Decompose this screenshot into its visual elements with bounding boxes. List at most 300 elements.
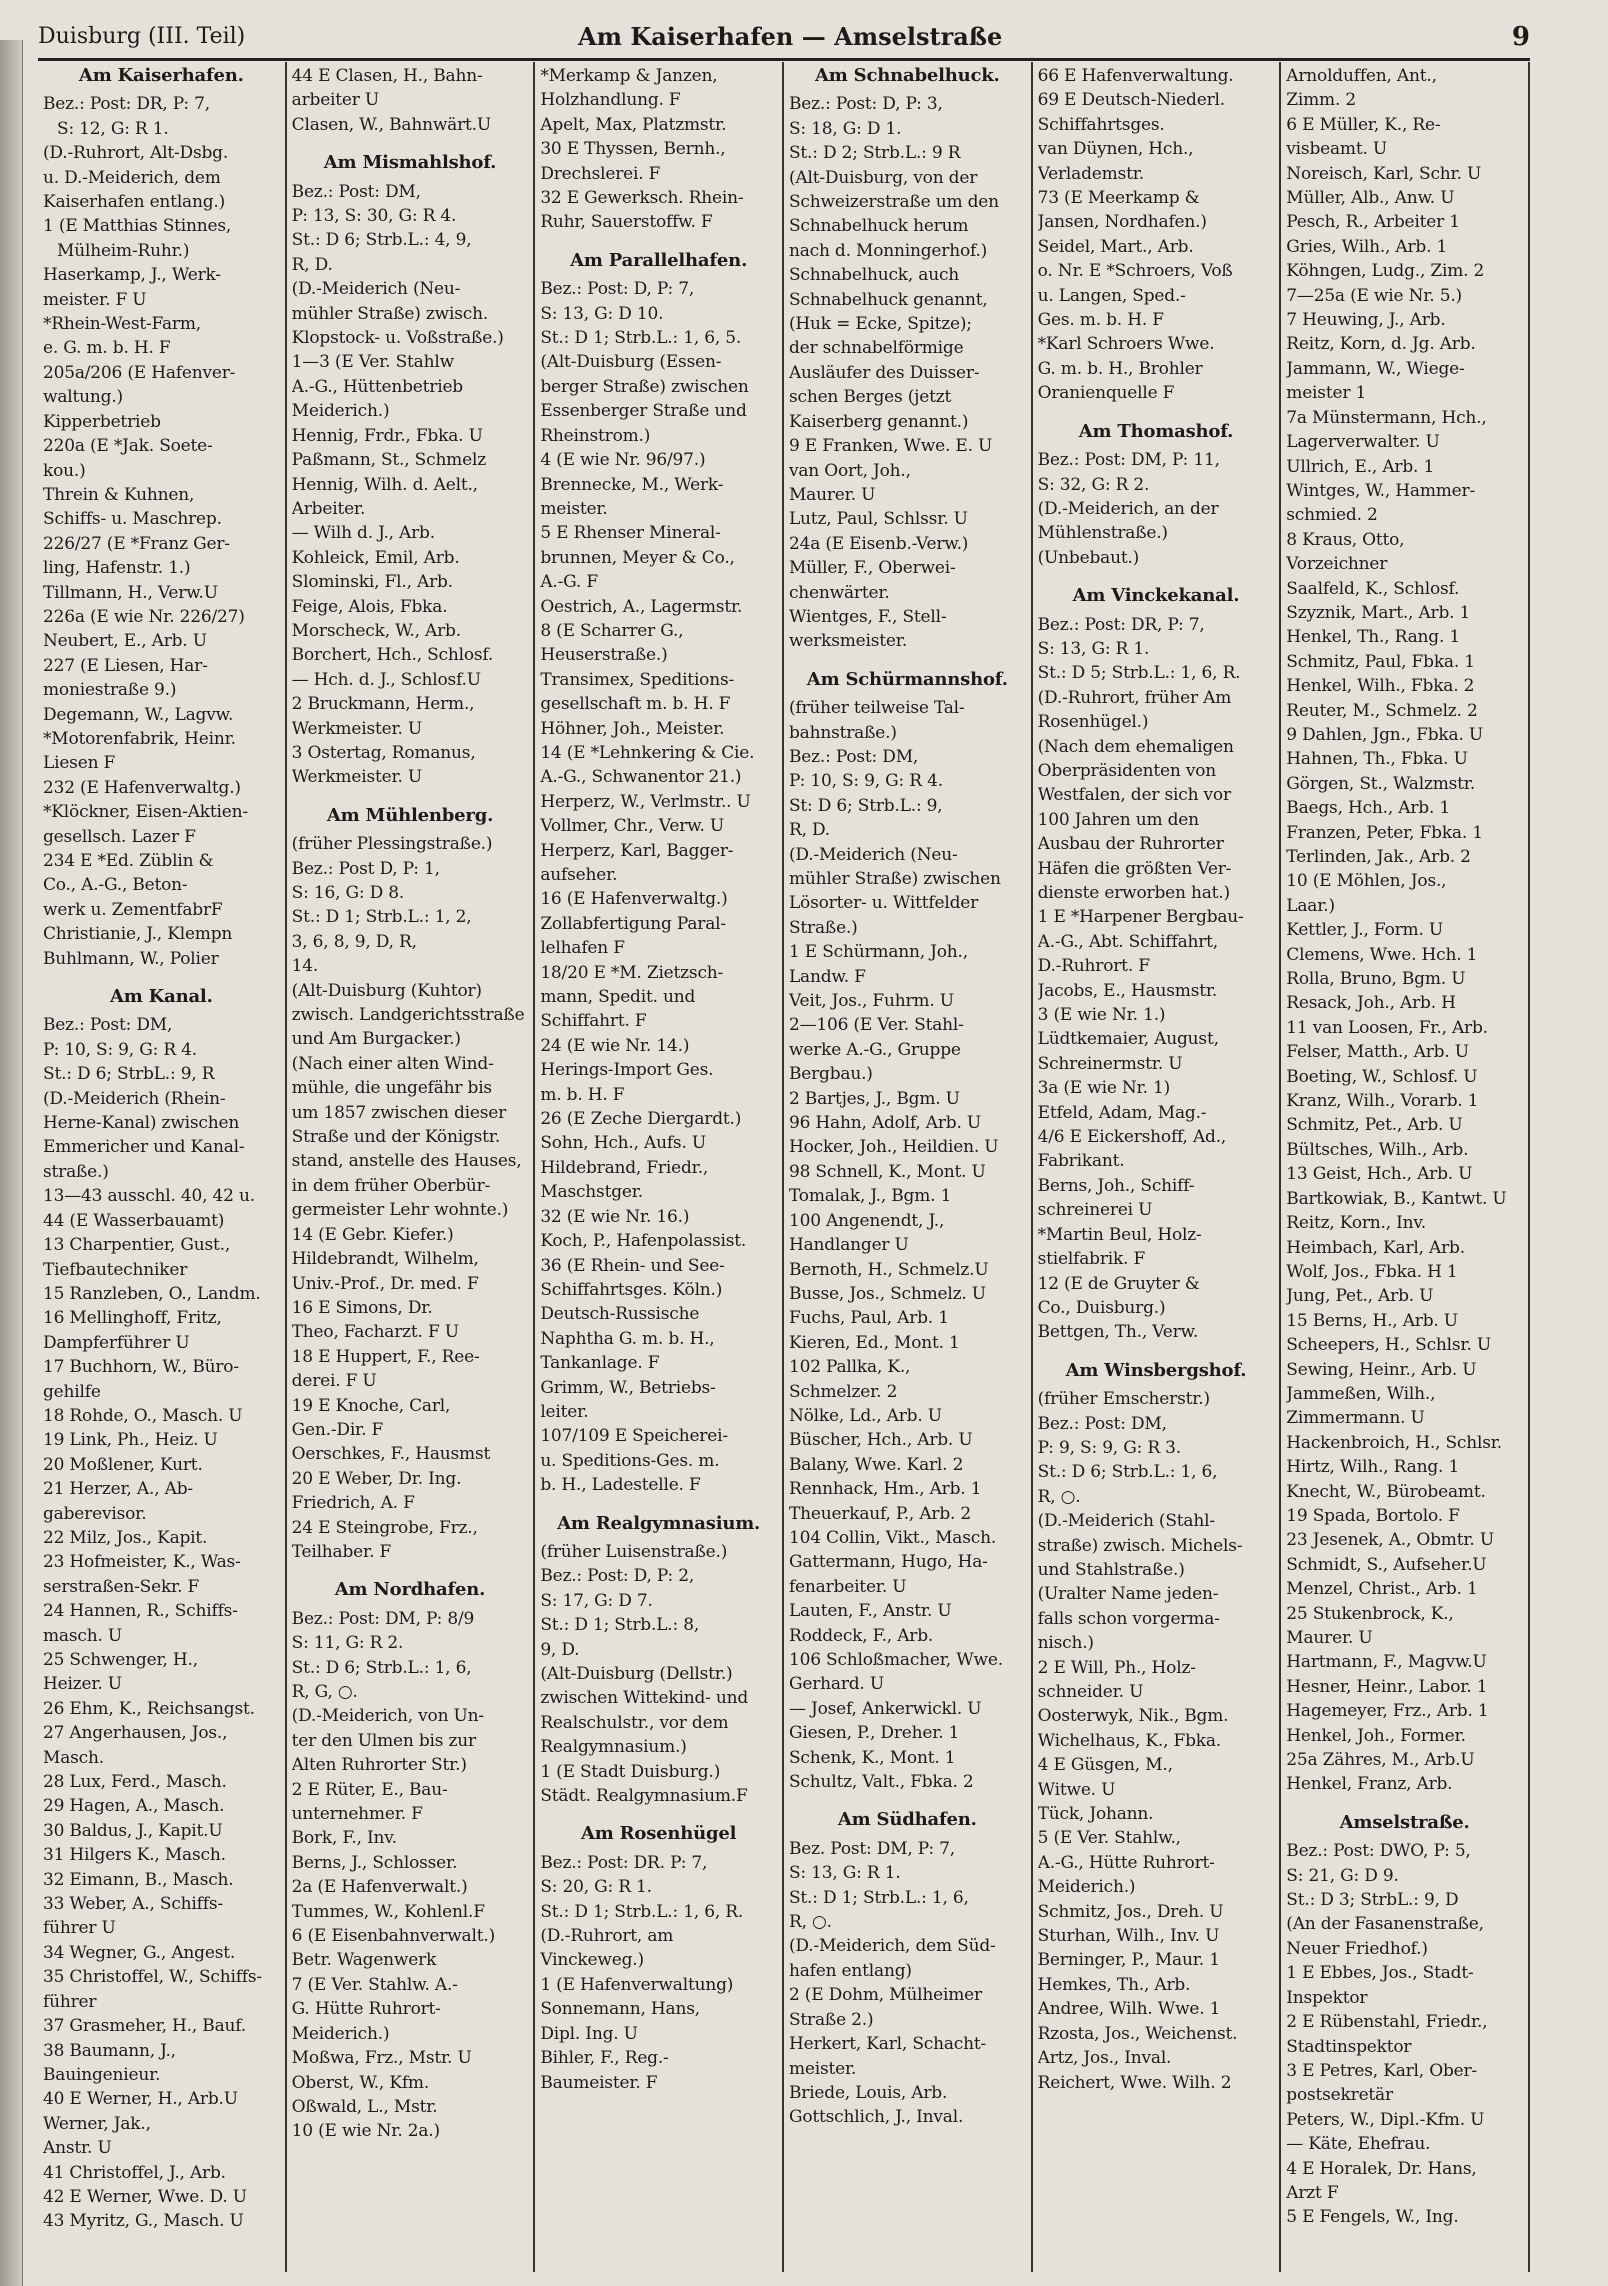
street-heading: Am Südhafen.: [837, 1809, 977, 1831]
directory-entry: Schmitz, Paul, Fbka. 1: [1286, 651, 1475, 672]
directory-entry: Balany, Wwe. Karl. 2: [788, 1454, 964, 1475]
directory-entry: Baumeister. F: [540, 2072, 658, 2093]
directory-entry: A.-G., Hüttenbetrieb: [291, 376, 463, 397]
directory-entry: und Stahlstraße.): [1037, 1559, 1185, 1580]
directory-entry: Masch.: [43, 1747, 104, 1768]
directory-entry: 29 Hagen, A., Masch.: [43, 1796, 225, 1817]
directory-entry: nach d. Monningerhof.): [788, 240, 988, 261]
directory-entry: 33 Weber, A., Schiffs-: [43, 1894, 223, 1915]
directory-entry: 30 Baldus, J., Kapit.U: [43, 1820, 223, 1841]
directory-entry: 1 E *Harpener Bergbau-: [1037, 907, 1244, 928]
directory-entry: Hennig, Frdr., Fbka. U: [291, 425, 483, 446]
directory-entry: Alten Ruhrorter Str.): [291, 1755, 467, 1776]
directory-entry: Kranz, Wilh., Vorarb. 1: [1286, 1091, 1479, 1112]
directory-entry: berger Straße) zwischen: [540, 376, 749, 397]
directory-entry: Jansen, Nordhafen.): [1037, 212, 1207, 233]
directory-entry: in dem früher Oberbür-: [291, 1175, 491, 1196]
directory-entry: u. Speditions-Ges. m.: [540, 1450, 720, 1471]
directory-entry: (D.-Ruhrort, früher Am: [1037, 687, 1232, 708]
directory-entry: Felser, Matth., Arb. U: [1286, 1042, 1469, 1063]
directory-entry: Neubert, E., Arb. U: [43, 631, 207, 652]
directory-entry: Brennecke, M., Werk-: [540, 474, 724, 495]
directory-entry: 32 Eimann, B., Masch.: [43, 1869, 234, 1890]
directory-entry: unternehmer. F: [291, 1804, 423, 1825]
directory-entry: Mülheim-Ruhr.): [57, 240, 190, 261]
directory-entry: Transimex, Speditions-: [540, 669, 735, 690]
directory-entry: Tiefbautechniker: [43, 1259, 188, 1280]
directory-entry: 69 E Deutsch-Niederl.: [1037, 90, 1225, 111]
directory-entry: schneider. U: [1037, 1682, 1144, 1702]
directory-entry: Bez.: Post: DR, P: 7,: [43, 94, 210, 115]
directory-entry: der schnabelförmige: [788, 338, 964, 359]
directory-entry: 17 Buchhorn, W., Büro-: [43, 1357, 239, 1378]
directory-entry: S: 16, G: D 8.: [291, 883, 405, 903]
directory-entry: S: 13, G: R 1.: [1037, 638, 1150, 659]
directory-entry: A.-G. F: [540, 572, 598, 593]
directory-entry: Henkel, Franz, Arb.: [1286, 1774, 1453, 1795]
directory-entry: 2 E Rüter, E., Bau-: [291, 1779, 448, 1800]
directory-entry: 2 Bruckmann, Herm.,: [291, 694, 475, 715]
directory-entry: Neuer Friedhof.): [1286, 1938, 1428, 1959]
directory-entry: Schnabelhuck herum: [788, 216, 969, 237]
directory-entry: mühler Straße) zwischen: [788, 869, 1001, 889]
directory-entry: kou.): [43, 460, 86, 481]
directory-entry: Co., Duisburg.): [1037, 1297, 1166, 1318]
directory-entry: u. D.-Meiderich, dem: [43, 167, 221, 188]
directory-entry: Laar.): [1286, 895, 1335, 916]
directory-entry: Reuter, M., Schmelz. 2: [1286, 700, 1478, 721]
directory-entry: Naphtha G. m. b. H.,: [540, 1328, 715, 1349]
directory-entry: dienste erworben hat.): [1037, 883, 1230, 903]
directory-entry: Paßmann, St., Schmelz: [291, 450, 486, 471]
directory-entry: (Nach dem ehemaligen: [1037, 736, 1234, 757]
directory-entry: 6 E Müller, K., Re-: [1286, 114, 1441, 135]
directory-entry: 1 E Ebbes, Jos., Stadt-: [1286, 1963, 1474, 1984]
directory-entry: 73 (E Meerkamp &: [1037, 188, 1200, 209]
directory-entry: Saalfeld, K., Schlosf.: [1286, 578, 1460, 599]
directory-entry: Rennhack, Hm., Arb. 1: [788, 1479, 982, 1500]
directory-entry: waltung.): [43, 387, 123, 408]
adjacent-page-edge: [0, 40, 23, 2286]
directory-entry: moniestraße 9.): [43, 680, 177, 701]
directory-entry: Höhner, Joh., Meister.: [540, 718, 725, 739]
directory-entry: Maurer. U: [788, 484, 876, 505]
directory-entry: Zimm. 2: [1286, 90, 1356, 111]
directory-entry: Realschulstr., vor dem: [540, 1712, 729, 1733]
directory-entry: (D.-Meiderich, an der: [1037, 498, 1219, 519]
directory-entry: 21 Herzer, A., Ab-: [43, 1479, 193, 1500]
directory-entry: 36 (E Rhein- und See-: [540, 1255, 725, 1276]
directory-entry: Sturhan, Wilh., Inv. U: [1037, 1926, 1220, 1947]
directory-entry: Gattermann, Hugo, Ha-: [788, 1552, 988, 1573]
directory-entry: Vorzeichner: [1286, 554, 1388, 575]
directory-entry: Kieren, Ed., Mont. 1: [788, 1332, 960, 1353]
directory-entry: postsekretär: [1286, 2085, 1393, 2106]
directory-entry: Berns, J., Schlosser.: [291, 1852, 458, 1873]
directory-entry: Bez.: Post D, P: 1,: [291, 858, 440, 879]
column-4: [784, 62, 1033, 2272]
directory-entry: Franzen, Peter, Fbka. 1: [1286, 822, 1483, 843]
directory-entry: Friedrich, A. F: [291, 1493, 415, 1514]
directory-entry: meister 1: [1286, 383, 1367, 404]
street-heading: Am Schnabelhuck.: [814, 65, 1000, 86]
directory-entry: Fuchs, Paul, Arb. 1: [788, 1308, 949, 1329]
directory-entry: Tillmann, H., Verw.U: [43, 582, 218, 603]
directory-entry: lelhafen F: [540, 938, 625, 959]
directory-entry: schreinerei U: [1037, 1200, 1153, 1221]
directory-entry: (Unbebaut.): [1037, 547, 1140, 568]
directory-entry: Berns, Joh., Schiff-: [1037, 1175, 1195, 1196]
directory-entry: Kaiserhafen entlang.): [43, 192, 226, 213]
directory-entry: *Karl Schroers Wwe.: [1037, 334, 1215, 355]
directory-entry: P: 10, S: 9, G: R 4.: [788, 771, 943, 792]
directory-entry: 25 Schwenger, H.,: [43, 1650, 198, 1670]
directory-entry: Andree, Wilh. Wwe. 1: [1037, 1999, 1221, 2020]
directory-entry: e. G. m. b. H. F: [43, 338, 171, 359]
directory-entry: Bez.: Post: D, P: 2,: [540, 1566, 695, 1587]
directory-entry: P: 13, S: 30, G: R 4.: [291, 206, 457, 227]
directory-entry: arbeiter U: [291, 90, 380, 111]
directory-entry: 35 Christoffel, W., Schiffs-: [43, 1967, 262, 1988]
directory-entry: 3 (E wie Nr. 1.): [1037, 1005, 1166, 1026]
directory-entry: Arzt F: [1286, 2182, 1339, 2203]
directory-entry: brunnen, Meyer & Co.,: [540, 547, 735, 568]
directory-entry: Werkmeister. U: [291, 767, 423, 788]
directory-entry: Kipperbetrieb: [43, 411, 161, 432]
directory-entry: Schreinermstr. U: [1037, 1053, 1183, 1074]
directory-entry: 3 Ostertag, Romanus,: [291, 742, 476, 763]
directory-entry: derei. F U: [291, 1371, 377, 1392]
directory-entry: schen Berges (jetzt: [788, 387, 952, 408]
directory-entry: Tück, Johann.: [1037, 1804, 1154, 1825]
directory-entry: St.: D 1; Strb.L.: 1, 2,: [291, 907, 472, 928]
directory-entry: 16 E Simons, Dr.: [291, 1297, 433, 1318]
directory-entry: Bettgen, Th., Verw.: [1037, 1322, 1199, 1343]
directory-entry: 14.: [291, 956, 319, 977]
directory-entry: Hahnen, Th., Fbka. U: [1286, 749, 1468, 770]
directory-entry: 3 E Petres, Karl, Ober-: [1286, 2060, 1477, 2081]
directory-entry: S: 13, G: D 10.: [540, 303, 664, 324]
directory-entry: u. Langen, Sped.-: [1037, 285, 1186, 306]
directory-entry: (D.-Ruhrort, Alt-Dsbg.: [43, 143, 229, 164]
directory-entry: Henkel, Joh., Former.: [1286, 1725, 1466, 1746]
directory-entry: Resack, Joh., Arb. H: [1286, 993, 1456, 1014]
directory-entry: werke A.-G., Gruppe: [788, 1039, 961, 1060]
directory-entry: Artz, Jos., Inval.: [1037, 2048, 1172, 2069]
directory-entry: — Käte, Ehefrau.: [1286, 2134, 1431, 2155]
directory-entry: Müller, F., Oberwei-: [788, 558, 956, 579]
directory-entry: St.: D 6; Strb.L.: 1, 6,: [1037, 1462, 1218, 1483]
directory-entry: 6 (E Eisenbahnverwalt.): [291, 1926, 495, 1947]
directory-entry: R, G, ○.: [291, 1682, 358, 1702]
directory-entry: St.: D 5; Strb.L.: 1, 6, R.: [1037, 663, 1241, 684]
directory-entry: 10 (E wie Nr. 2a.): [291, 2121, 440, 2142]
directory-entry: Ruhr, Sauerstoffw. F: [540, 212, 713, 233]
directory-entry: 18/20 E *M. Zietzsch-: [540, 962, 724, 983]
directory-entry: 96 Hahn, Adolf, Arb. U: [788, 1113, 982, 1134]
directory-entry: 16 Mellinghoff, Fritz,: [43, 1308, 222, 1329]
directory-entry: Sonnemann, Hans,: [540, 1999, 700, 2020]
directory-entry: St.: D 1; Strb.L.: 1, 6, 5.: [540, 328, 742, 349]
directory-entry: S: 11, G: R 2.: [291, 1633, 404, 1654]
directory-entry: Ges. m. b. H. F: [1037, 310, 1164, 331]
directory-entry: 37 Grasmeher, H., Bauf.: [43, 2016, 246, 2037]
directory-entry: 19 Spada, Bortolo. F: [1286, 1505, 1460, 1526]
directory-entry: Bez.: Post: D, P: 3,: [788, 94, 943, 115]
directory-entry: Hirtz, Wilh., Rang. 1: [1286, 1457, 1460, 1478]
column-1: [38, 62, 287, 2272]
directory-entry: stielfabrik. F: [1037, 1249, 1146, 1270]
directory-entry: Herkert, Karl, Schacht-: [788, 2034, 987, 2055]
directory-entry: Kohleick, Emil, Arb.: [291, 547, 460, 568]
directory-entry: *Martin Beul, Holz-: [1037, 1224, 1202, 1245]
directory-entry: werksmeister.: [788, 631, 908, 652]
directory-entry: meister.: [540, 498, 608, 519]
directory-entry: (Alt-Duisburg (Dellstr.): [540, 1664, 733, 1684]
directory-entry: Schultz, Valt., Fbka. 2: [788, 1772, 974, 1793]
directory-entry: St.: D 1; Strb.L.: 8,: [540, 1615, 700, 1636]
directory-entry: Jacobs, E., Hausmstr.: [1037, 980, 1218, 1001]
directory-columns: [38, 62, 1530, 2272]
directory-entry: 5 E Rhenser Mineral-: [540, 523, 721, 544]
directory-entry: mann, Spedit. und: [540, 987, 696, 1008]
directory-entry: 227 (E Liesen, Har-: [43, 655, 208, 676]
directory-entry: Lösorter- u. Wittfelder: [788, 893, 979, 914]
header-left: Duisburg (III. Teil): [38, 24, 246, 49]
directory-entry: Jammann, W., Wiege-: [1286, 358, 1465, 379]
column-5: [1033, 62, 1282, 2272]
directory-entry: — Hch. d. J., Schlosf.U: [291, 669, 481, 690]
directory-entry: (D.-Meiderich (Stahl-: [1037, 1511, 1215, 1532]
directory-entry: 226a (E wie Nr. 226/27): [43, 606, 245, 627]
directory-entry: Nölke, Ld., Arb. U: [788, 1405, 942, 1426]
directory-entry: Klopstock- u. Voßstraße.): [291, 328, 504, 349]
directory-entry: 98 Schnell, K., Mont. U: [788, 1161, 986, 1182]
directory-entry: gesellschaft m. b. H. F: [540, 694, 731, 715]
directory-entry: zwischen Wittekind- und: [540, 1688, 749, 1709]
directory-entry: 12 (E de Gruyter &: [1037, 1273, 1200, 1294]
directory-entry: 100 Angenendt, J.,: [788, 1210, 945, 1231]
directory-entry: Grimm, W., Betriebs-: [540, 1377, 716, 1398]
directory-entry: (früher teilweise Tal-: [788, 698, 965, 719]
directory-entry: visbeamt. U: [1286, 139, 1388, 160]
directory-entry: 22 Milz, Jos., Kapit.: [43, 1527, 208, 1548]
directory-entry: Tomalak, J., Bgm. 1: [788, 1186, 952, 1207]
directory-entry: mühle, die ungefähr bis: [291, 1078, 492, 1099]
directory-entry: *Klöckner, Eisen-Aktien-: [43, 802, 248, 823]
street-heading: Am Kaiserhafen.: [78, 65, 244, 86]
directory-entry: Busse, Jos., Schmelz. U: [788, 1283, 986, 1304]
directory-entry: Häfen die größten Ver-: [1037, 858, 1232, 879]
directory-entry: meister. F U: [43, 289, 147, 310]
directory-entry: Holzhandlung. F: [540, 90, 681, 111]
directory-entry: 15 Ranzleben, O., Landm.: [43, 1283, 261, 1304]
directory-entry: Hartmann, F., Magvw.U: [1286, 1652, 1487, 1673]
directory-entry: 32 (E wie Nr. 16.): [540, 1206, 690, 1227]
directory-entry: (früher Emscherstr.): [1037, 1389, 1210, 1410]
directory-entry: S: 21, G: D 9.: [1286, 1865, 1399, 1886]
directory-entry: Scheepers, H., Schlsr. U: [1286, 1335, 1492, 1356]
directory-entry: Theuerkauf, P., Arb. 2: [788, 1503, 972, 1524]
street-heading: Am Nordhafen.: [334, 1579, 486, 1601]
directory-entry: Hildebrandt, Wilhelm,: [291, 1249, 479, 1270]
page-header: [38, 20, 1530, 61]
directory-entry: 1 (E Matthias Stinnes,: [43, 216, 232, 237]
directory-entry: führer: [43, 1991, 97, 2012]
directory-entry: chenwärter.: [788, 582, 890, 603]
directory-entry: Görgen, St., Walzmstr.: [1286, 773, 1476, 794]
directory-entry: Wolf, Jos., Fbka. H 1: [1286, 1261, 1458, 1282]
directory-entry: S: 12, G: R 1.: [57, 118, 169, 139]
directory-entry: straße) zwisch. Michels-: [1037, 1535, 1243, 1556]
directory-entry: Bartkowiak, B., Kantwt. U: [1286, 1188, 1507, 1209]
directory-entry: 4/6 E Eickershoff, Ad.,: [1037, 1127, 1227, 1148]
directory-entry: 13 Charpentier, Gust.,: [43, 1235, 231, 1256]
directory-entry: 11 van Loosen, Fr., Arb.: [1286, 1017, 1488, 1038]
directory-entry: Schnabelhuck, auch: [788, 265, 960, 286]
directory-entry: *Motorenfabrik, Heinr.: [43, 728, 236, 749]
directory-entry: Witwe. U: [1037, 1779, 1116, 1800]
directory-entry: Moßwa, Frz., Mstr. U: [291, 2048, 472, 2069]
directory-entry: gaberevisor.: [43, 1503, 147, 1524]
directory-entry: 20 E Weber, Dr. Ing.: [291, 1468, 462, 1489]
directory-entry: 44 (E Wasserbauamt): [43, 1210, 225, 1231]
directory-entry: St.: D 1; Strb.L.: 1, 6,: [788, 1887, 969, 1908]
directory-entry: Mühlenstraße.): [1037, 523, 1168, 544]
directory-entry: Reitz, Korn., Inv.: [1286, 1213, 1426, 1234]
directory-entry: Bork, F., Inv.: [291, 1828, 397, 1849]
directory-entry: Meiderich.): [291, 401, 390, 422]
directory-entry: (Nach einer alten Wind-: [291, 1053, 494, 1074]
directory-entry: 4 E Güsgen, M.,: [1037, 1755, 1173, 1776]
directory-entry: 41 Christoffel, J., Arb.: [43, 2162, 226, 2183]
directory-entry: aufseher.: [540, 865, 618, 885]
directory-entry: (D.-Meiderich (Rhein-: [43, 1088, 226, 1109]
column-3: [535, 62, 784, 2272]
directory-entry: Vinckeweg.): [540, 1950, 644, 1971]
directory-entry: R, D.: [291, 254, 333, 275]
directory-entry: Kaiserberg genannt.): [788, 411, 969, 432]
directory-entry: Feige, Alois, Fbka.: [291, 596, 448, 617]
directory-entry: 34 Wegner, G., Angest.: [43, 1942, 236, 1963]
directory-entry: nisch.): [1037, 1633, 1094, 1654]
directory-entry: Apelt, Max, Platzmstr.: [540, 114, 727, 135]
directory-entry: bahnstraße.): [788, 722, 897, 743]
directory-entry: St.: D 6; Strb.L.: 1, 6,: [291, 1657, 472, 1678]
directory-entry: 13 Geist, Hch., Arb. U: [1286, 1164, 1473, 1185]
directory-entry: 4 E Horalek, Dr. Hans,: [1286, 2158, 1477, 2179]
directory-entry: Bez.: Post: DM,: [1037, 1413, 1167, 1434]
directory-entry: A.-G., Abt. Schiffahrt,: [1037, 931, 1219, 952]
directory-entry: Straße und der Königstr.: [291, 1127, 501, 1148]
directory-entry: Peters, W., Dipl.-Kfm. U: [1286, 2109, 1485, 2130]
directory-entry: gehilfe: [43, 1381, 101, 1402]
directory-entry: Knecht, W., Bürobeamt.: [1286, 1481, 1486, 1502]
directory-entry: 2 (E Dohm, Mülheimer: [788, 1985, 982, 2006]
directory-entry: Bültsches, Wilh., Arb.: [1286, 1139, 1469, 1160]
directory-entry: Drechslerei. F: [540, 163, 661, 184]
directory-entry: S: 17, G: D 7.: [540, 1590, 653, 1611]
directory-entry: 5 E Fengels, W., Ing.: [1286, 2207, 1459, 2228]
directory-entry: 1—3 (E Ver. Stahlw: [291, 352, 454, 373]
directory-entry: R, ○.: [788, 1912, 832, 1933]
directory-entry: 32 E Gewerksch. Rhein-: [540, 188, 744, 209]
directory-entry: 25 Stukenbrock, K.,: [1286, 1603, 1454, 1624]
directory-entry: 7a Münstermann, Hch.,: [1286, 407, 1487, 428]
directory-entry: Bez.: Post: DM,: [788, 746, 919, 767]
directory-entry: van Oort, Joh.,: [788, 460, 911, 481]
directory-entry: schmied. 2: [1286, 505, 1378, 526]
directory-entry: 66 E Hafenverwaltung.: [1037, 66, 1234, 86]
directory-entry: 10 (E Möhlen, Jos.,: [1286, 871, 1447, 892]
directory-entry: Lauten, F., Anstr. U: [788, 1601, 952, 1622]
directory-entry: Hemkes, Th., Arb.: [1037, 1974, 1191, 1995]
directory-entry: Hagemeyer, Frz., Arb. 1: [1286, 1701, 1489, 1722]
directory-entry: van Düynen, Hch.,: [1037, 139, 1194, 160]
directory-entry: Sohn, Hch., Aufs. U: [540, 1133, 706, 1154]
directory-entry: R, D.: [788, 820, 831, 841]
directory-entry: Ausbau der Ruhrorter: [1037, 834, 1224, 855]
directory-entry: Bez.: Post: DM, P: 8/9: [291, 1608, 475, 1629]
directory-entry: 23 Jesenek, A., Obmtr. U: [1286, 1530, 1494, 1551]
directory-entry: Briede, Louis, Arb.: [788, 2082, 948, 2103]
directory-entry: Pesch, R., Arbeiter 1: [1286, 212, 1460, 233]
directory-entry: Gerhard. U: [788, 1674, 884, 1695]
directory-entry: falls schon vorgerma-: [1037, 1608, 1220, 1629]
directory-entry: 9, D.: [540, 1639, 580, 1660]
directory-entry: 232 (E Hafenverwaltg.): [43, 777, 241, 798]
directory-entry: 1 (E Hafenverwaltung): [540, 1974, 734, 1995]
directory-entry: St.: D 6; Strb.L.: 4, 9,: [291, 230, 472, 251]
directory-entry: 2 Bartjes, J., Bgm. U: [788, 1088, 960, 1109]
street-heading: Am Kanal.: [110, 986, 213, 1008]
directory-entry: 106 Schloßmacher, Wwe.: [788, 1650, 1003, 1670]
directory-entry: Westfalen, der sich vor: [1037, 785, 1231, 806]
directory-entry: 24 Hannen, R., Schiffs-: [43, 1601, 238, 1622]
directory-entry: 16 (E Hafenverwaltg.): [540, 889, 728, 910]
directory-entry: meister.: [788, 2058, 857, 2079]
directory-entry: Heizer. U: [43, 1674, 122, 1695]
directory-entry: Borchert, Hch., Schlosf.: [291, 645, 494, 666]
directory-entry: 3, 6, 8, 9, D, R,: [291, 931, 417, 952]
directory-entry: 15 Berns, H., Arb. U: [1286, 1310, 1458, 1331]
directory-entry: 13—43 ausschl. 40, 42 u.: [43, 1186, 255, 1207]
directory-entry: Reitz, Korn, d. Jg. Arb.: [1286, 334, 1476, 355]
directory-entry: 9 E Franken, Wwe. E. U: [788, 436, 993, 457]
directory-entry: Werner, Jak.,: [43, 2113, 151, 2134]
directory-entry: Buhlmann, W., Polier: [43, 948, 219, 969]
directory-entry: 19 Link, Ph., Heiz. U: [43, 1430, 218, 1451]
directory-entry: 7 (E Ver. Stahlw. A.-: [291, 1974, 458, 1995]
directory-entry: G. Hütte Ruhrort-: [291, 1999, 441, 2020]
directory-entry: Co., A.-G., Beton-: [43, 875, 188, 896]
column-6: [1281, 62, 1530, 2272]
directory-entry: 2 E Rübenstahl, Friedr.,: [1286, 2012, 1488, 2033]
directory-entry: Oberst, W., Kfm.: [291, 2072, 430, 2093]
directory-entry: Müller, Alb., Anw. U: [1286, 188, 1455, 209]
directory-entry: 44 E Clasen, H., Bahn-: [291, 66, 483, 86]
directory-entry: 42 E Werner, Wwe. D. U: [43, 2186, 247, 2207]
directory-entry: Univ.-Prof., Dr. med. F: [291, 1273, 479, 1294]
directory-entry: Schmitz, Pet., Arb. U: [1286, 1115, 1463, 1136]
directory-entry: Städt. Realgymnasium.F: [540, 1786, 748, 1807]
directory-entry: Bez.: Post: DR. P: 7,: [540, 1852, 708, 1873]
directory-entry: Schweizerstraße um den: [788, 192, 999, 213]
directory-entry: Schmidt, S., Aufseher.U: [1286, 1554, 1487, 1575]
directory-entry: St.: D 6; StrbL.: 9, R: [43, 1064, 215, 1085]
directory-entry: Giesen, P., Dreher. 1: [788, 1723, 960, 1744]
directory-entry: Baegs, Hch., Arb. 1: [1286, 798, 1450, 819]
